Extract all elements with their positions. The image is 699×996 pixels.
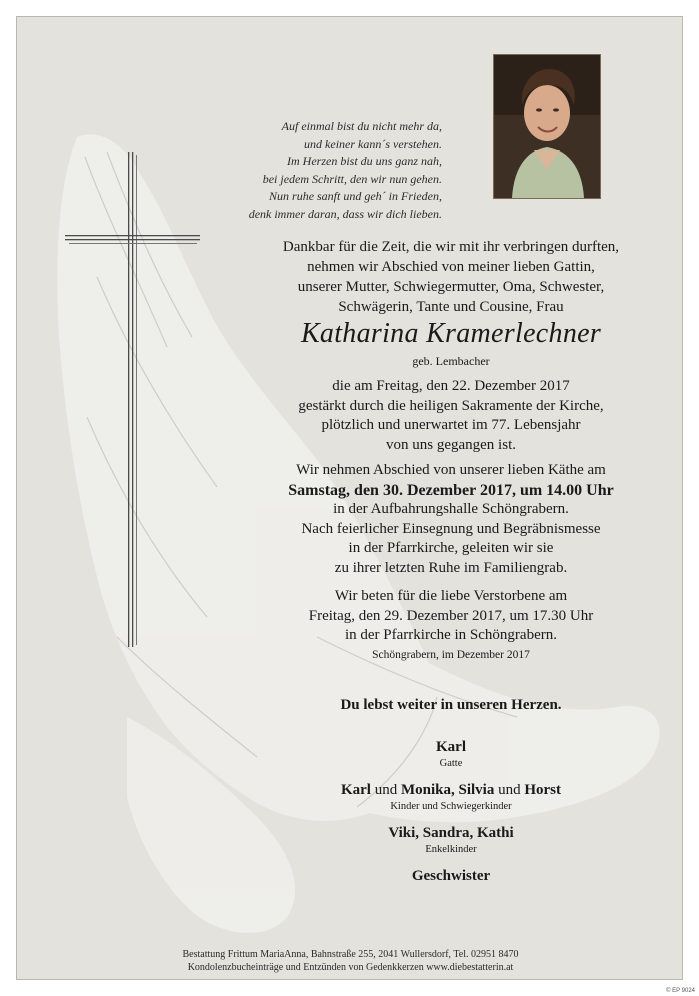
poem-line: Im Herzen bist du uns ganz nah, <box>287 154 442 168</box>
death-notice <box>231 377 671 455</box>
footer-line: Kondolenzbucheinträge und Entzünden von Gedenkkerzen www.diebestatterin.at <box>187 961 514 973</box>
intro-line: Schwägerin, Tante und Cousine, Frau <box>338 299 564 315</box>
poem-line: Auf einmal bist du nicht mehr da, <box>281 119 442 133</box>
mourner-name: Karl <box>436 739 466 755</box>
child-name: Horst <box>524 782 562 798</box>
mourner-role: Kinder und Schwiegerkinder <box>390 801 512 812</box>
funeral-details <box>231 461 671 578</box>
cross-icon <box>65 152 205 647</box>
intro-line: unserer Mutter, Schwiegermutter, Oma, Schwester, <box>297 279 605 295</box>
child-name: Monika, Silvia <box>400 782 495 798</box>
prayer-line: Freitag, den 29. Dezember 2017, um 17.30 Uhr <box>308 607 594 624</box>
funeral-line: in der Pfarrkirche, geleiten wir sie <box>348 540 554 556</box>
funeral-line: zu ihrer letzten Ruhe im Familiengrab. <box>334 559 568 576</box>
mourner-group-husband <box>231 737 671 770</box>
child-name: Karl <box>340 782 371 798</box>
death-line: plötzlich und unerwartet im 77. Lebensjahr <box>321 417 581 433</box>
mourner-name: Geschwister <box>411 868 491 884</box>
mourners-list <box>231 737 671 896</box>
mourner-group-children <box>231 780 671 813</box>
conjunction: und <box>374 782 398 798</box>
mourner-group-grandchildren <box>231 823 671 856</box>
intro-text <box>231 237 671 317</box>
motto: Du lebst weiter in unseren Herzen. <box>340 697 562 713</box>
mourner-name: Viki, Sandra, Kathi <box>388 825 514 841</box>
maiden-name: geb. Lembacher <box>412 354 490 368</box>
portrait-photo <box>493 54 601 199</box>
poem-line: denk immer daran, dass wir dich lieben. <box>248 206 442 221</box>
document-code: © EP 9024 <box>666 988 695 994</box>
funeral-line: in der Aufbahrungshalle Schöngrabern. <box>333 501 569 517</box>
place-date: Schöngrabern, im Dezember 2017 <box>372 649 530 661</box>
death-line: die am Freitag, den 22. Dezember 2017 <box>332 378 570 394</box>
death-line: von uns gegangen ist. <box>386 436 516 453</box>
intro-line: nehmen wir Abschied von meiner lieben Gattin, <box>307 259 595 275</box>
mourner-role: Gatte <box>439 758 463 769</box>
funeral-date: Samstag, den 30. Dezember 2017, um 14.00 Uhr <box>288 481 614 499</box>
prayer-line: Wir beten für die liebe Verstorbene am <box>334 588 568 604</box>
mourner-group-siblings <box>231 866 671 886</box>
intro-line: Dankbar für die Zeit, die wir mit ihr verbringen durften, <box>282 239 620 255</box>
funeral-line: Nach feierlicher Einsegnung und Begräbnismesse <box>301 520 601 537</box>
mourner-name <box>231 780 671 800</box>
death-line: gestärkt durch die heiligen Sakramente der Kirche, <box>298 397 604 414</box>
funeral-home-footer <box>17 949 683 974</box>
poem-line: bei jedem Schritt, den wir nun gehen. <box>262 171 442 186</box>
funeral-intro: Wir nehmen Abschied von unserer lieben Käthe am <box>296 462 606 478</box>
mourner-role: Enkelkinder <box>425 844 477 855</box>
poem <box>217 118 442 223</box>
deceased-name: Katharina Kramerlechner <box>300 318 602 349</box>
footer-line: Bestattung Frittum MariaAnna, Bahnstraße 255, 2041 Wullersdorf, Tel. 02951 8470 <box>182 949 519 960</box>
poem-line: Nun ruhe sanft und geh´ in Frieden, <box>269 189 442 203</box>
parte-sheet <box>16 16 683 980</box>
prayer-line: in der Pfarrkirche in Schöngrabern. <box>344 627 557 643</box>
prayer-details <box>231 587 671 646</box>
conjunction: und <box>498 782 521 798</box>
poem-line: und keiner kann´s verstehen. <box>304 136 442 151</box>
